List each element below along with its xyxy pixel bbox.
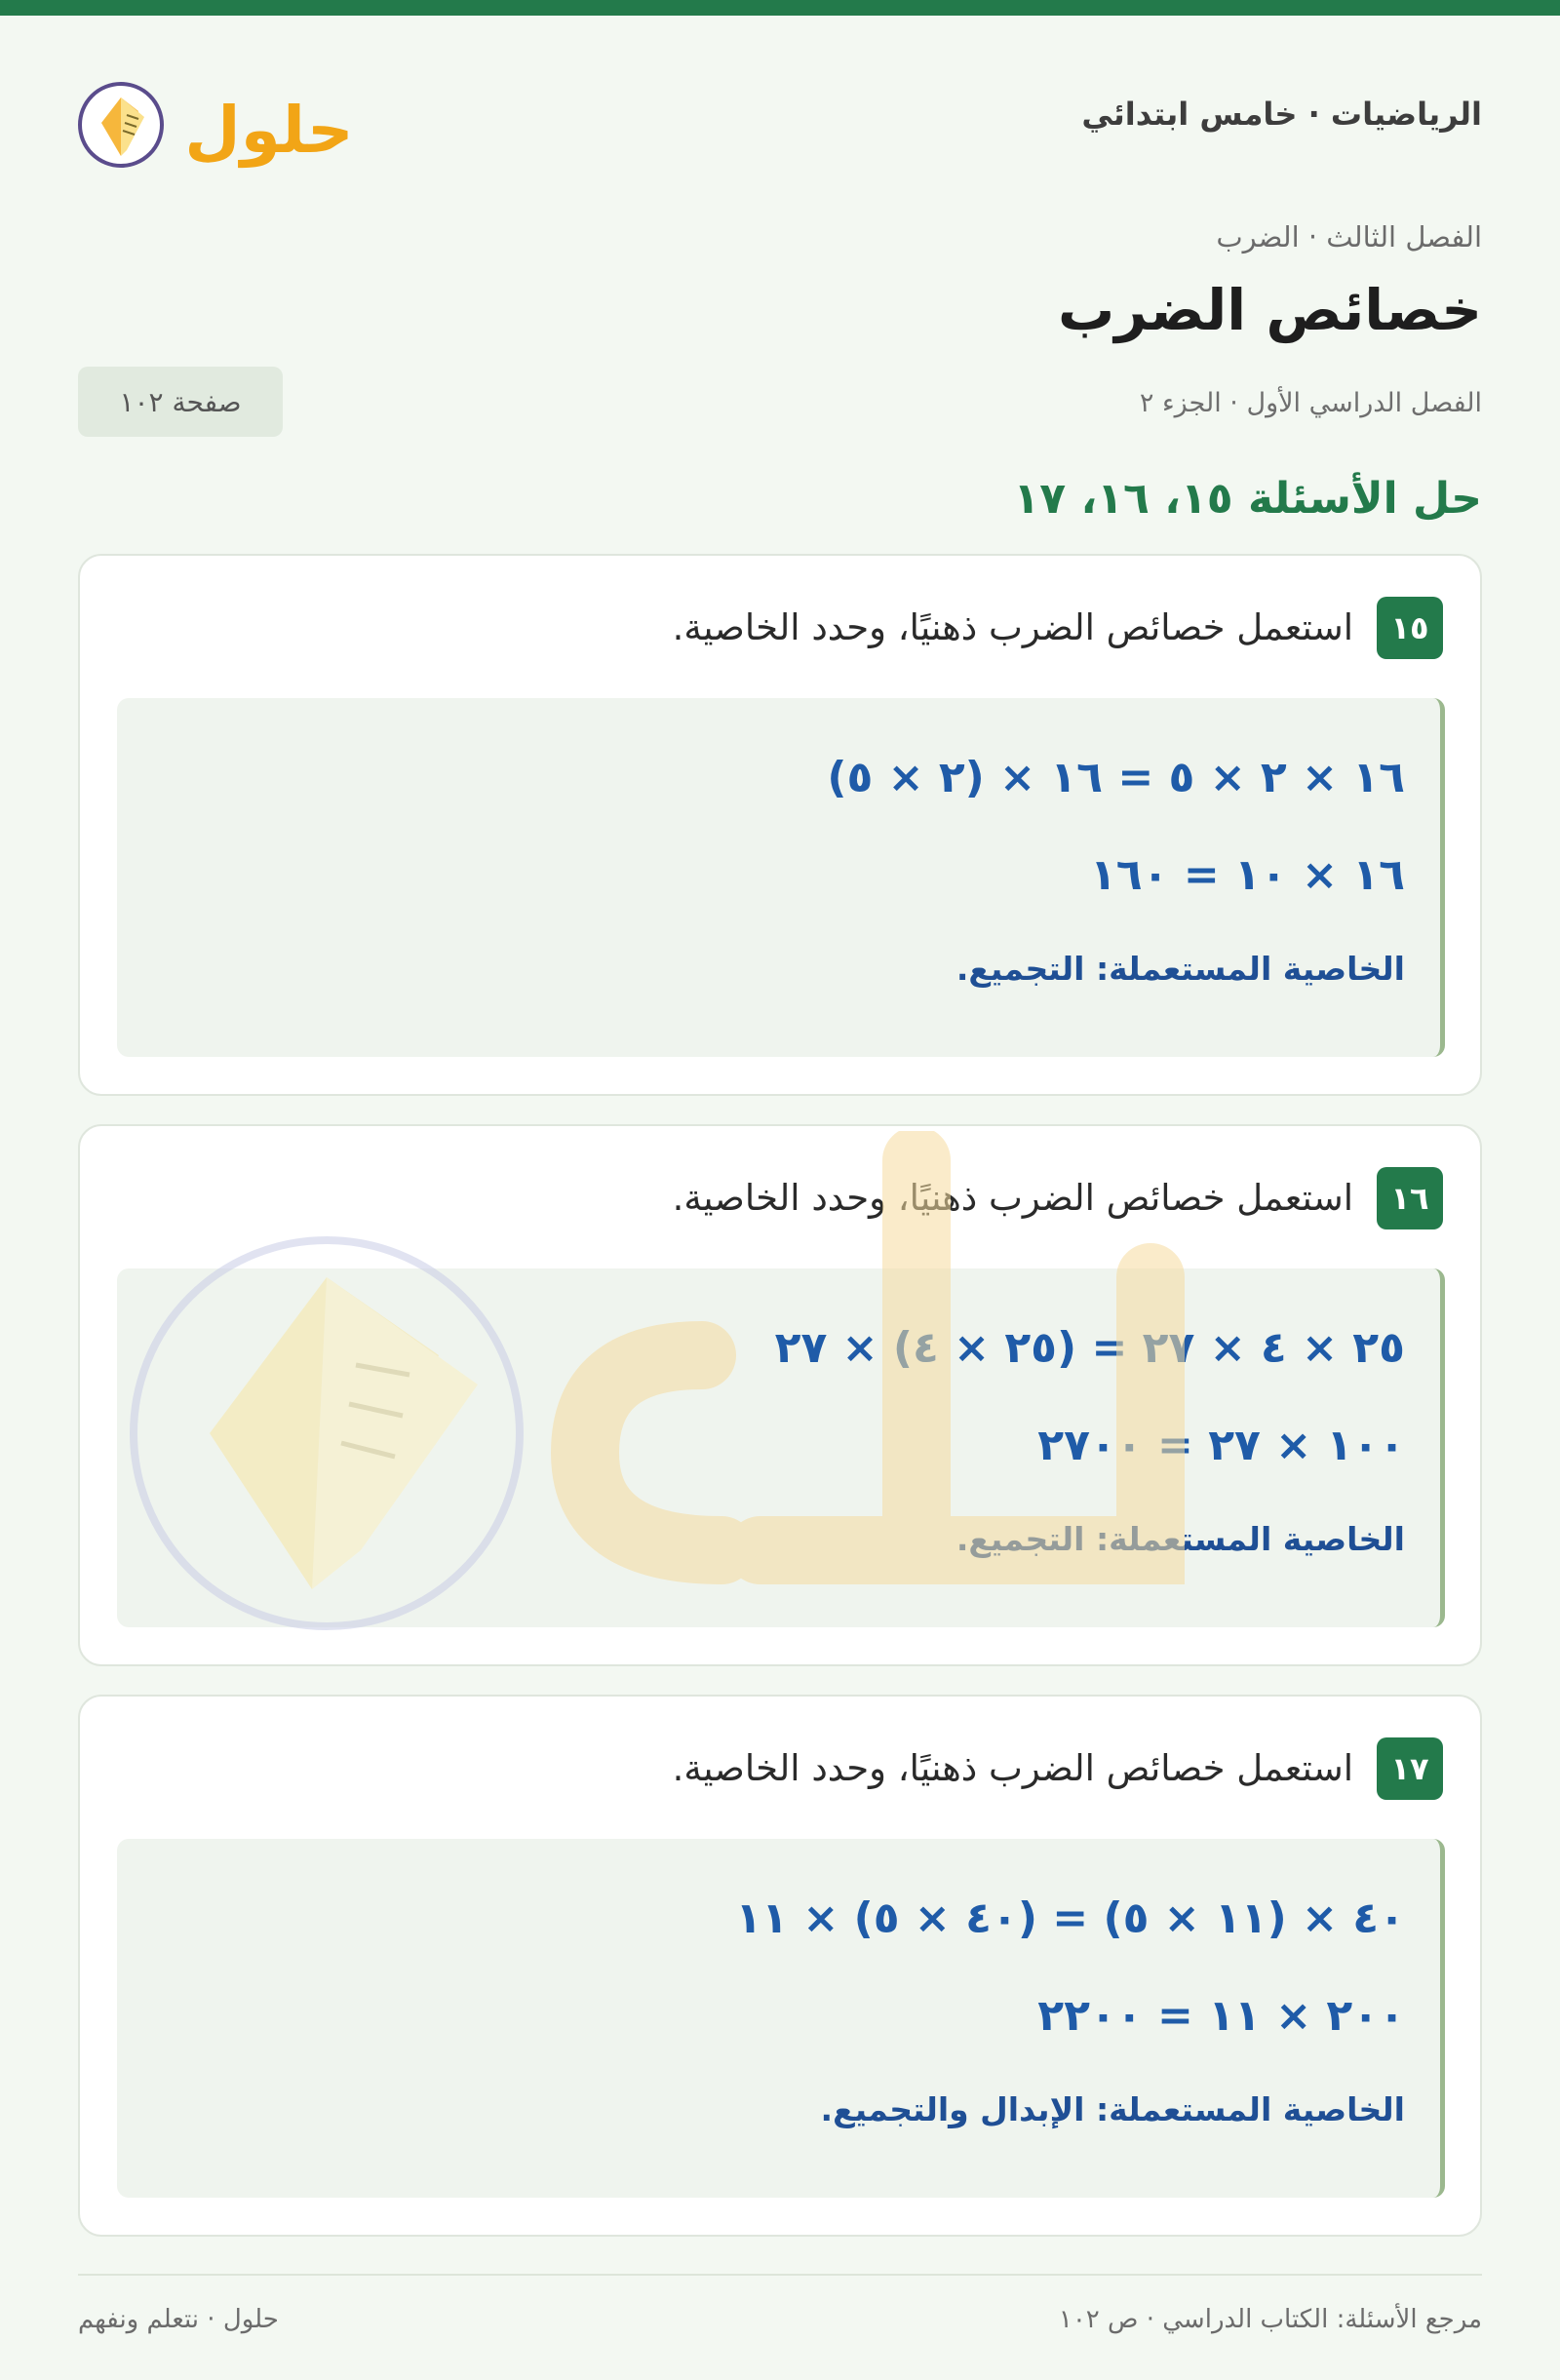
footer-reference: مرجع الأسئلة: الكتاب الدراسي · ص ١٠٢ — [1058, 2305, 1482, 2334]
question-number-badge: ١٧ — [1377, 1737, 1443, 1800]
answer-property: الخاصية المستعملة: التجميع. — [956, 1520, 1405, 1558]
question-prompt: استعمل خصائص الضرب ذهنيًا، وحدد الخاصية. — [672, 1177, 1353, 1219]
answer-step-2: ١٠٠ × ٢٧ = ٢٧٠٠ — [1037, 1421, 1405, 1470]
question-card — [78, 554, 1482, 1096]
answer-step-2: ١٦ × ١٠ = ١٦٠ — [1089, 850, 1405, 900]
footer-brand: حلول · نتعلم ونفهم — [78, 2305, 279, 2334]
page-number-badge: صفحة ١٠٢ — [78, 367, 283, 437]
logo-book-icon — [78, 68, 351, 176]
answer-property: الخاصية المستعملة: الإبدال والتجميع. — [820, 2090, 1405, 2128]
question-prompt: استعمل خصائص الضرب ذهنيًا، وحدد الخاصية. — [672, 606, 1353, 648]
page-title: خصائص الضرب — [1058, 277, 1482, 343]
answer-box — [117, 698, 1445, 1057]
answer-box — [117, 1839, 1445, 2198]
question-prompt: استعمل خصائص الضرب ذهنيًا، وحدد الخاصية. — [672, 1747, 1353, 1789]
footer-divider — [78, 2274, 1482, 2276]
question-card — [78, 1695, 1482, 2237]
term-label: الفصل الدراسي الأول · الجزء ٢ — [1139, 388, 1482, 418]
answer-step-1: ٤٠ × (١١ × ٥) = (٤٠ × ٥) × ١١ — [735, 1893, 1405, 1943]
answer-box — [117, 1268, 1445, 1627]
breadcrumb: الفصل الثالث · الضرب — [1216, 220, 1482, 254]
logo-wordmark: حلول — [184, 93, 351, 168]
question-number-badge: ١٥ — [1377, 597, 1443, 659]
answer-property: الخاصية المستعملة: التجميع. — [956, 950, 1405, 988]
subject-label: الرياضيات · خامس ابتدائي — [1081, 96, 1482, 133]
question-number-badge: ١٦ — [1377, 1167, 1443, 1229]
answer-step-1: ٢٥ × ٤ × ٢٧ = (٢٥ × ٤) × ٢٧ — [774, 1323, 1405, 1373]
section-heading: حل الأسئلة ١٥، ١٦، ١٧ — [1013, 474, 1482, 524]
site-logo[interactable] — [78, 68, 351, 176]
question-card — [78, 1124, 1482, 1666]
answer-step-1: ١٦ × ٢ × ٥ = ١٦ × (٢ × ٥) — [827, 753, 1405, 802]
top-accent-bar — [0, 0, 1560, 16]
answer-step-2: ٢٠٠ × ١١ = ٢٢٠٠ — [1037, 1991, 1405, 2041]
